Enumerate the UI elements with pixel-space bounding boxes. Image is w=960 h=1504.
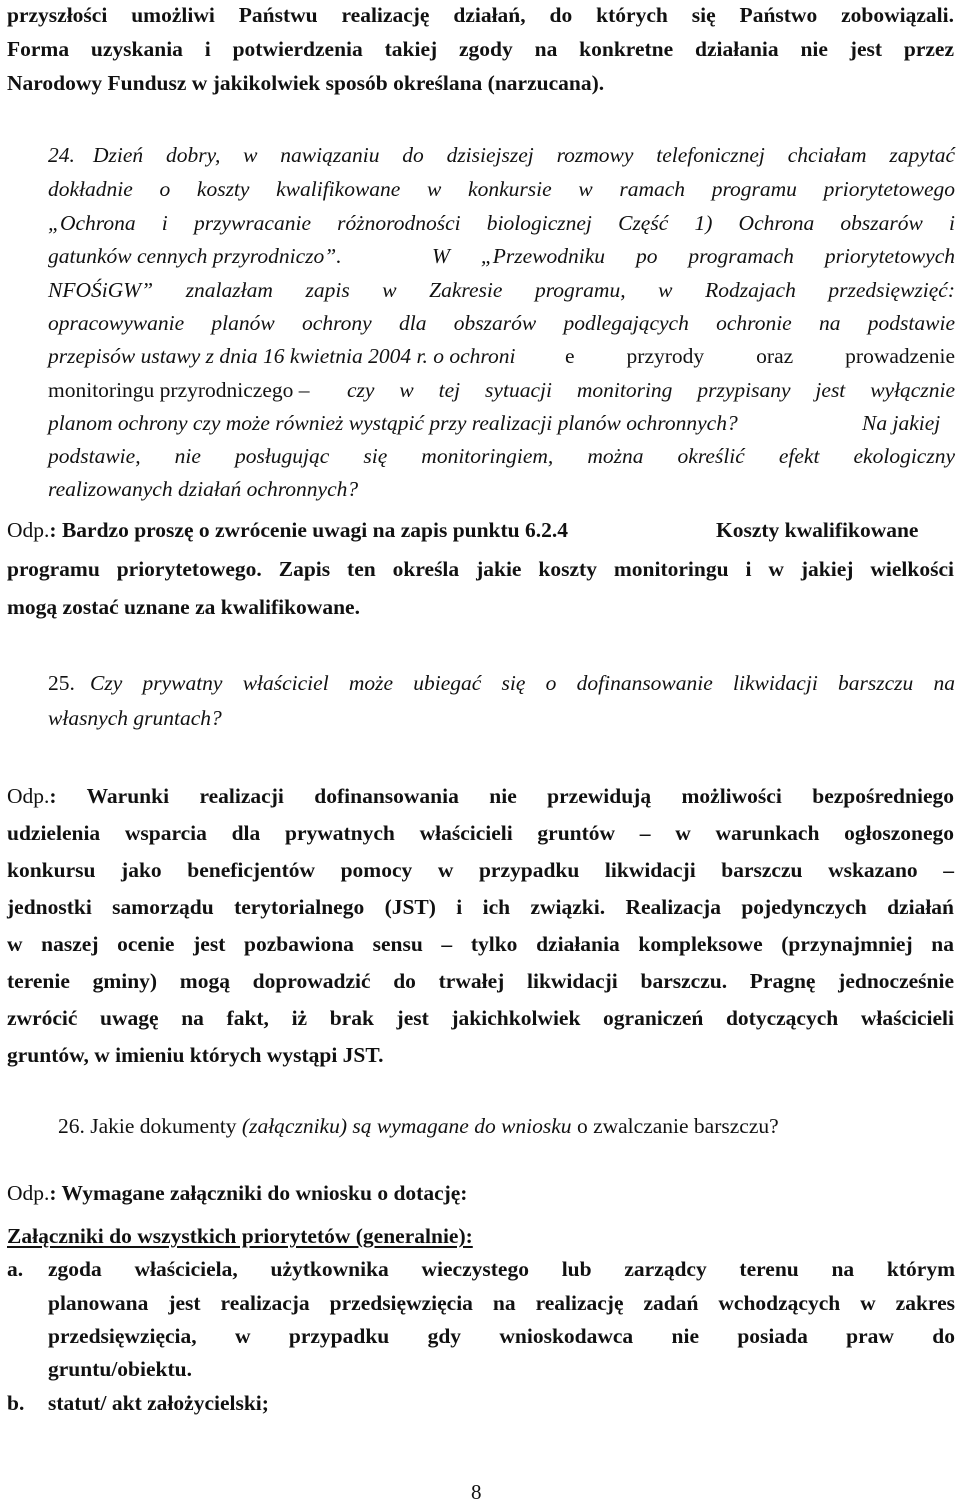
q24-line-5: NFOŚiGW” znalazłam zapis w Zakresie programu, w Rodzajach przedsięwzięć: [48,278,955,302]
intro-line-2: Forma uzyskania i potwierdzenia takiej zgody na konkretne działania nie jest przez [7,37,954,61]
a26-item-a-line-4: gruntu/obiektu. [48,1357,192,1381]
q24-line-4b: W „Przewodniku po programach priorytetowych [432,244,955,268]
intro-line-1: przyszłości umożliwi Państwu realizację działań, do których się Państwo zobowiązali. [7,3,954,27]
q26-text-2: (załączniku) [241,1114,348,1138]
q24-line-9b: Na jakiej [862,411,941,435]
a26-line-1 [7,1180,467,1206]
a26-odp-prefix: Odp. [7,1181,50,1205]
a25-line-2: udzielenia wsparcia dla prywatnych właścicieli gruntów – w warunkach ogłoszonego [7,821,954,845]
a24-line-1-end: Koszty kwalifikowane [716,518,919,542]
q26-number: 26. [58,1114,85,1138]
q24-line-1: Dzień dobry, w nawiązaniu do dzisiejszej rozmowy telefonicznej chciałam zapytać [93,143,955,167]
q25-line-2: własnych gruntach? [48,706,222,730]
q24-line-11: realizowanych działań ochronnych? [48,477,359,501]
q26-text-3: są wymagane do wniosku [352,1114,572,1138]
a24-line-1: : Bardzo proszę o zwrócenie uwagi na zapis punktu 6.2.4 [49,518,569,542]
q24-line-9a: planom ochrony czy może również wystąpić przy realizacji planów ochronnych? [48,411,738,435]
q24-line-6: opracowywanie planów ochrony dla obszarów podlegających ochronie na podstawie [48,311,955,335]
a25-line-8: gruntów, w imieniu których wystąpi JST. [7,1043,384,1067]
intro-line-3: Narodowy Fundusz w jakikolwiek sposób określana (narzucana). [7,71,605,95]
a25-odp-prefix: Odp. [7,784,50,808]
page-number: 8 [471,1480,482,1504]
a26-item-b-line-1: statut/ akt założycielski; [48,1391,269,1415]
a26-item-b-marker: b. [7,1391,25,1415]
q24-line-10: podstawie, nie posługując się monitoringiem, można określić efekt ekologiczny [48,444,955,468]
a25-line-1-text: : Warunki realizacji dofinansowania nie przewidują możliwości bezpośredniego [49,784,954,808]
q24-line-3: „Ochrona i przywracanie różnorodności biologicznej Część 1) Ochrona obszarów i [48,211,955,235]
a24-odp-prefix: Odp. [7,518,50,542]
q24-line-7a: przepisów ustawy z dnia 16 kwietnia 2004 r. o ochroni [48,344,516,368]
q24-line-7b: e przyrody oraz prowadzenie [565,344,955,368]
a25-line-5: w naszej ocenie jest pozbawiona sensu – tylko działania kompleksowe (przynajmniej na [7,932,954,956]
q24-line-8b: czy w tej sytuacji monitoring przypisany jest wyłącznie [347,378,955,402]
q24-line-4a: gatunków cennych przyrodniczo”. [48,244,342,268]
a26-line-1-text: : Wymagane załączniki do wniosku o dotację: [49,1181,468,1205]
q24-line-2: dokładnie o koszty kwalifikowane w konkursie w ramach programu priorytetowego [48,177,955,201]
a26-heading: Załączniki do wszystkich priorytetów (generalnie): [7,1224,473,1248]
q26-text-4: o zwalczanie barszczu? [576,1114,779,1138]
a24-odp-label [7,517,568,543]
q24-line-8a: monitoringu przyrodniczego – [48,378,310,402]
a26-item-a-line-1: zgoda właściciela, użytkownika wieczystego lub zarządcy terenu na którym [48,1257,955,1281]
a26-item-a-line-2: planowana jest realizacja przedsięwzięcia na realizację zadań wchodzących w zakres [48,1291,955,1315]
q26-line [58,1113,779,1139]
q26-text-1: Jakie dokumenty [90,1114,237,1138]
a25-line-4: jednostki samorządu terytorialnego (JST) i ich związki. Realizacja pojedynczych działań [7,895,954,919]
a25-line-1 [7,783,954,809]
a26-item-a-marker: a. [7,1257,24,1281]
q25-number: 25. [48,671,75,695]
a25-line-7: zwrócić uwagę na fakt, iż brak jest jakichkolwiek ograniczeń dotyczących właścicieli [7,1006,954,1030]
a24-line-3: mogą zostać uznane za kwalifikowane. [7,595,360,619]
a25-line-6: terenie gminy) mogą doprowadzić do trwałej likwidacji barszczu. Pragnę jednocześnie [7,969,954,993]
q24-number: 24. [48,143,75,167]
a26-item-a-line-3: przedsięwzięcia, w przypadku gdy wnioskodawca nie posiada praw do [48,1324,955,1348]
a24-line-2: programu priorytetowego. Zapis ten określa jakie koszty monitoringu i w jakiej wielkości [7,557,954,581]
a25-line-3: konkursu jako beneficjentów pomocy w przypadku likwidacji barszczu wskazano – [7,858,954,882]
q25-line-1: Czy prywatny właściciel może ubiegać się o dofinansowanie likwidacji barszczu na [90,671,955,695]
